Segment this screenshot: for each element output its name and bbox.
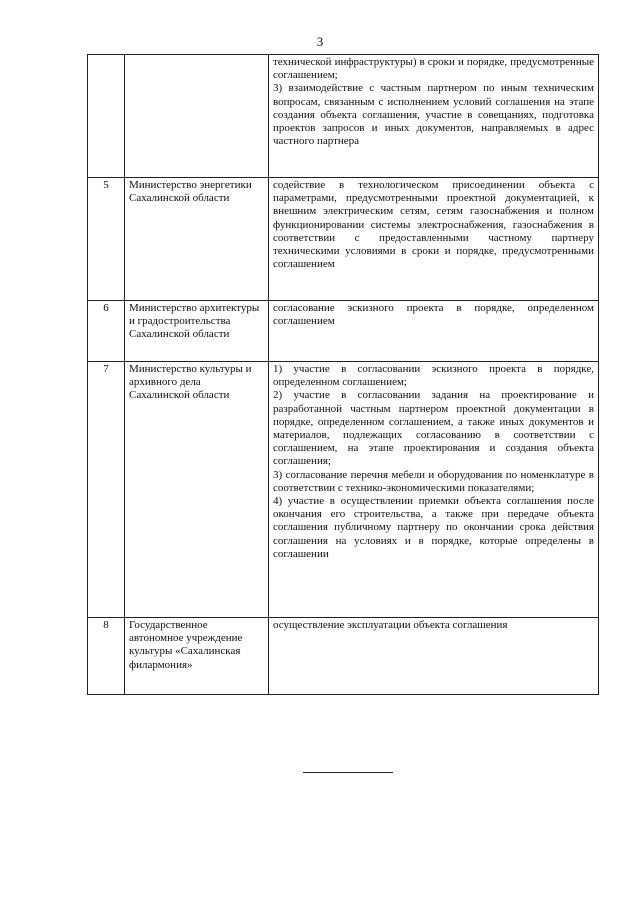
end-separator-line bbox=[303, 772, 393, 773]
table-row bbox=[88, 362, 599, 618]
function-item: 3) взаимодействие с частным партнером по иным техническим вопросам, связанным с исполнением условий соглашения на этапе создания объекта соглашения, участие в совещаниях, подготовка проектов запросов и иных документов, направляемых в адрес частного партнера bbox=[273, 82, 594, 148]
functions-cell bbox=[269, 362, 599, 618]
table-row bbox=[88, 301, 599, 362]
row-number: 7 bbox=[88, 362, 125, 618]
function-item: 1) участие в согласовании эскизного проекта в порядке, определенном соглашением; bbox=[273, 363, 594, 389]
function-item: осуществление эксплуатации объекта соглашения bbox=[273, 619, 508, 631]
function-item: технической инфраструктуры) в сроки и порядке, предусмотренные соглашением; bbox=[273, 56, 594, 82]
functions-cell bbox=[269, 55, 599, 178]
row-number: 5 bbox=[88, 178, 125, 301]
table-row bbox=[88, 55, 599, 178]
function-item: 2) участие в согласовании задания на проектирование и разработанной частным партнером проектной документации в порядке, определенном соглашением, а также иных документов и материалов, подлежащих согласованию в соответствии с соглашением, на этапе проектирования и создания объекта соглашения; bbox=[273, 389, 594, 468]
responsibilities-table bbox=[87, 54, 599, 695]
functions-cell bbox=[269, 618, 599, 695]
row-number: 6 bbox=[88, 301, 125, 362]
organization-cell: Министерство культуры и архивного дела Сахалинской области bbox=[125, 362, 269, 618]
functions-cell bbox=[269, 178, 599, 301]
organization-cell: Министерство архитектуры и градостроительства Сахалинской области bbox=[125, 301, 269, 362]
functions-cell bbox=[269, 301, 599, 362]
organization-cell: Государственное автономное учреждение культуры «Сахалинская филармония» bbox=[125, 618, 269, 695]
function-item: содействие в технологическом присоединении объекта с параметрами, предусмотренными проектной документацией, к внешним электрическим сетям, сетям газоснабжения и полном функционировании системы электроснабжения, газоснабжения в соответствии с предоставленными частному партнеру техническими условиями в сроки и порядке, предусмотренными соглашением bbox=[273, 179, 594, 271]
organization-cell bbox=[125, 55, 269, 178]
page-number: 3 bbox=[316, 34, 324, 49]
table-row bbox=[88, 618, 599, 695]
table-body bbox=[88, 55, 599, 695]
function-item: согласование эскизного проекта в порядке, определенном соглашением bbox=[273, 302, 594, 328]
table-row bbox=[88, 178, 599, 301]
organization-cell: Министерство энергетики Сахалинской области bbox=[125, 178, 269, 301]
row-number: 8 bbox=[88, 618, 125, 695]
row-number bbox=[88, 55, 125, 178]
function-item: 3) согласование перечня мебели и оборудования по номенклатуре в соответствии с технико-экономическими показателями; bbox=[273, 468, 594, 494]
function-item: 4) участие в осуществлении приемки объекта соглашения после окончания его строительства, а также при передаче объекта соглашения публичному партнеру по окончании срока действия соглашения на условиях и в порядке, которые определены в соглашении bbox=[273, 495, 594, 560]
